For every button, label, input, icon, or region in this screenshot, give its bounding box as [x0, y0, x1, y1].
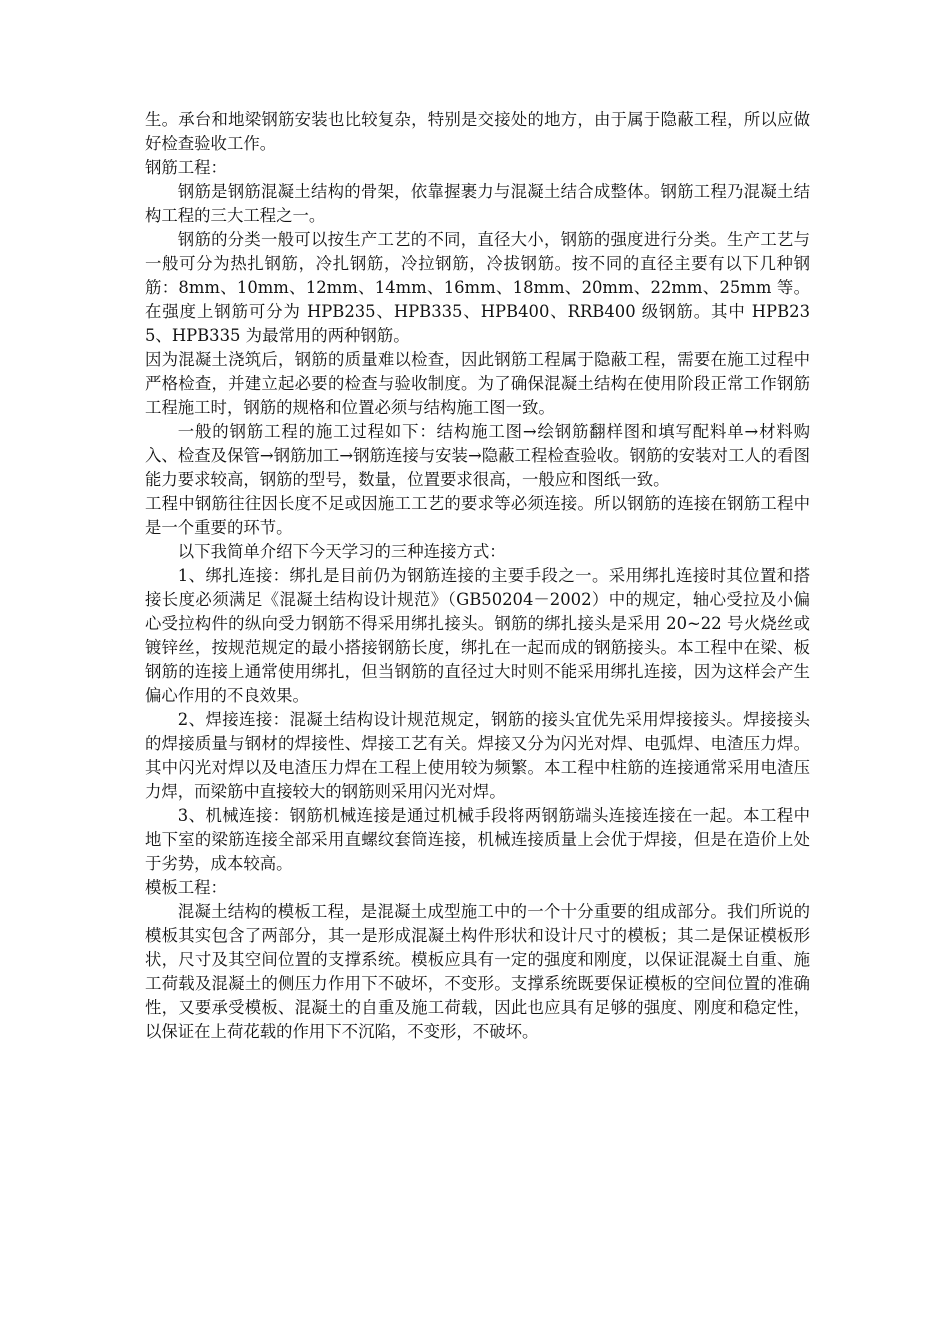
paragraph: 以下我简单介绍下今天学习的三种连接方式：	[177, 542, 506, 561]
paragraph: 混凝土结构的模板工程，是混凝土成型施工中的一个十分重要的组成部分。我们所说的模板其实包含了两部分，其一是形成混凝土构件形状和设计尺寸的模板；其二是保证模板形状，尺寸及其空间位置的支撑系统。模板应具有一定的强度和刚度，以保证混凝土自重、施工荷载及混凝土的侧压力作用下不破坏，不变形。支撑系统既要保证模板的空间位置的准确性，又要承受模板、混凝土的自重及施工荷载，因此也应具有足够的强度、刚度和稳定性，以保证在上荷花载的作用下不沉陷，不变形，不破坏。	[145, 902, 810, 1041]
paragraph: 因为混凝土浇筑后，钢筋的质量难以检查，因此钢筋工程属于隐蔽工程，需要在施工过程中严格检查，并建立起必要的检查与验收制度。为了确保混凝土结构在使用阶段正常工作钢筋工程施工时，钢筋的规格和位置必须与结构施工图一致。	[145, 350, 810, 417]
paragraph: 工程中钢筋往往因长度不足或因施工工艺的要求等必须连接。所以钢筋的连接在钢筋工程中是一个重要的环节。	[145, 494, 810, 537]
paragraph-continuation: 生。承台和地梁钢筋安装也比较复杂，特别是交接处的地方，由于属于隐蔽工程，所以应做好检查验收工作。	[145, 110, 810, 153]
paragraph: 钢筋是钢筋混凝土结构的骨架，依靠握裹力与混凝土结合成整体。钢筋工程乃混凝土结构工程的三大工程之一。	[145, 182, 810, 225]
paragraph: 钢筋的分类一般可以按生产工艺的不同，直径大小，钢筋的强度进行分类。生产工艺与一般可分为热扎钢筋，冷扎钢筋，冷拉钢筋，冷拔钢筋。按不同的直径主要有以下几种钢筋：8mm、10mm、12mm、14mm、16mm、18mm、20mm、22mm、25mm 等。在强度上钢筋可分为 HPB235、HPB335、HPB400、RRB400 级钢筋。其中 HPB235、HPB335 为最常用的两种钢筋。	[145, 230, 810, 345]
document-body	[145, 108, 810, 1044]
paragraph-mechanical-connection: 3、机械连接：钢筋机械连接是通过机械手段将两钢筋端头连接连接在一起。本工程中地下室的梁筋连接全部采用直螺纹套筒连接，机械连接质量上会优于焊接，但是在造价上处于劣势，成本较高。	[145, 806, 810, 873]
section-heading-rebar: 钢筋工程：	[145, 158, 227, 177]
paragraph-welding-connection: 2、焊接连接：混凝土结构设计规范规定，钢筋的接头宜优先采用焊接接头。焊接接头的焊接质量与钢材的焊接性、焊接工艺有关。焊接又分为闪光对焊、电弧焊、电渣压力焊。其中闪光对焊以及电渣压力焊在工程上使用较为频繁。本工程中柱筋的连接通常采用电渣压力焊，而梁筋中直接较大的钢筋则采用闪光对焊。	[145, 710, 810, 801]
paragraph: 一般的钢筋工程的施工过程如下：结构施工图→绘钢筋翻样图和填写配料单→材料购入、检查及保管→钢筋加工→钢筋连接与安装→隐蔽工程检查验收。钢筋的安装对工人的看图能力要求较高，钢筋的型号，数量，位置要求很高，一般应和图纸一致。	[145, 422, 810, 489]
section-heading-formwork: 模板工程：	[145, 878, 227, 897]
paragraph-binding-connection: 1、绑扎连接：绑扎是目前仍为钢筋连接的主要手段之一。采用绑扎连接时其位置和搭接长度必须满足《混凝土结构设计规范》（GB50204－2002）中的规定，轴心受拉及小偏心受拉构件的纵向受力钢筋不得采用绑扎接头。钢筋的绑扎接头是采用 20~22 号火烧丝或镀锌丝，按规范规定的最小搭接钢筋长度，绑扎在一起而成的钢筋接头。本工程中在梁、板钢筋的连接上通常使用绑扎，但当钢筋的直径过大时则不能采用绑扎连接，因为这样会产生偏心作用的不良效果。	[145, 566, 810, 705]
